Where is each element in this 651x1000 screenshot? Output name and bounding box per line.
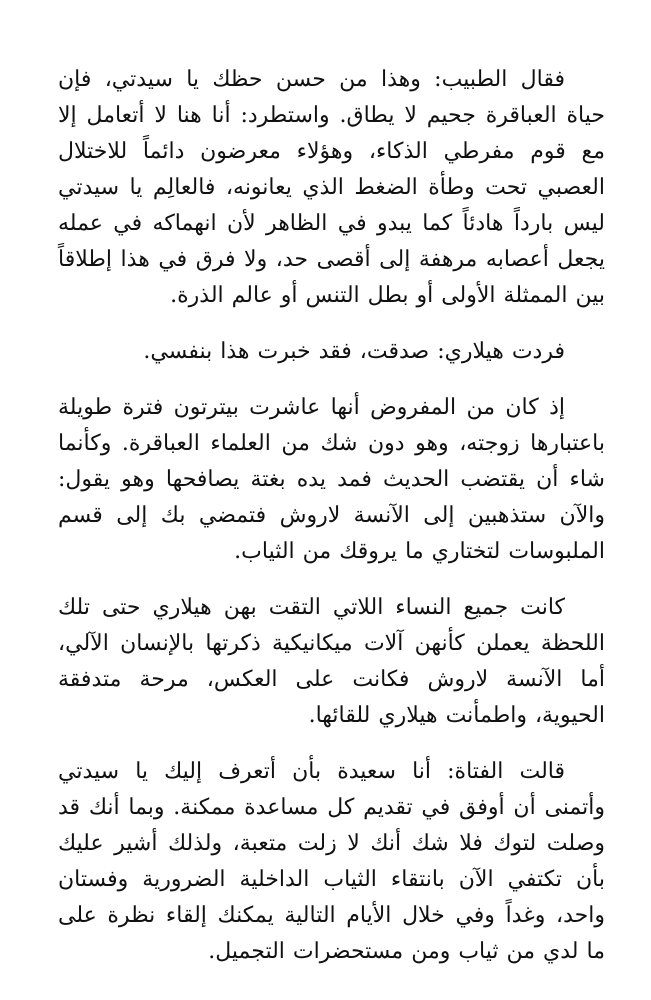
paragraph-doctor-speech: فقال الطبيب: وهذا من حسن حظك يا سيدتي، فإن حياة العباقرة جحيم لا يطاق. واستطرد: أنا هنا لا أتعامل إلا مع قوم مفرطي الذكاء، وهؤلاء معرضون دائماً للاختلال العصبي تحت وطأة الضغط الذي يعانونه، فالعالِم يا سيدتي ليس بارداً هادئاً كما يبدو في الظاهر لأن انهماكه في عمله يجعل أعصابه مرهفة إلى أقصى حد، ولا فرق في هذا إطلاقاً بين الممثلة الأولى أو بطل التنس أو عالم الذرة.: [58, 67, 606, 308]
paragraph-women-description: كانت جميع النساء اللاتي التقت بهن هيلاري حتى تلك اللحظة يعملن كأنهن آلات ميكانيكية ذكرتها بالإنسان الآلي، أما الآنسة لاروش فكانت على العكس، مرحة متدفقة الحيوية، واطمأنت هيلاري للقائها.: [58, 595, 605, 728]
paragraph-betterton: إذ كان من المفروض أنها عاشرت بيترتون فترة طويلة باعتبارها زوجته، وهو دون شك من العلماء العباقرة. وكأنما شاء أن يقتضب الحديث فمد يده بغتة يصافحها وهو يقول: والآن ستذهبين إلى الآنسة لاروش فتمضي بك إلى قسم الملبوسات لتختاري ما يروقك من الثياب.: [58, 395, 605, 564]
paragraph-hilary-reply: فردت هيلاري: صدقت، فقد خبرت هذا بنفسي.: [143, 339, 565, 364]
paragraph-girl-speech: قالت الفتاة: أنا سعيدة بأن أتعرف إليك يا سيدتي وأتمنى أن أوفق في تقديم كل مساعدة ممكنة. وبما أنك قد وصلت لتوك فلا شك أنك لا زلت متعبة، ولذلك أشير عليك بأن تكتفي الآن بانتقاء الثياب الداخلية الضرورية وفستان واحد، وغداً وفي خلال الأيام التالية يمكنك إلقاء نظرة على ما لدي من ثياب ومن مستحضرات التجميل.: [58, 759, 605, 964]
